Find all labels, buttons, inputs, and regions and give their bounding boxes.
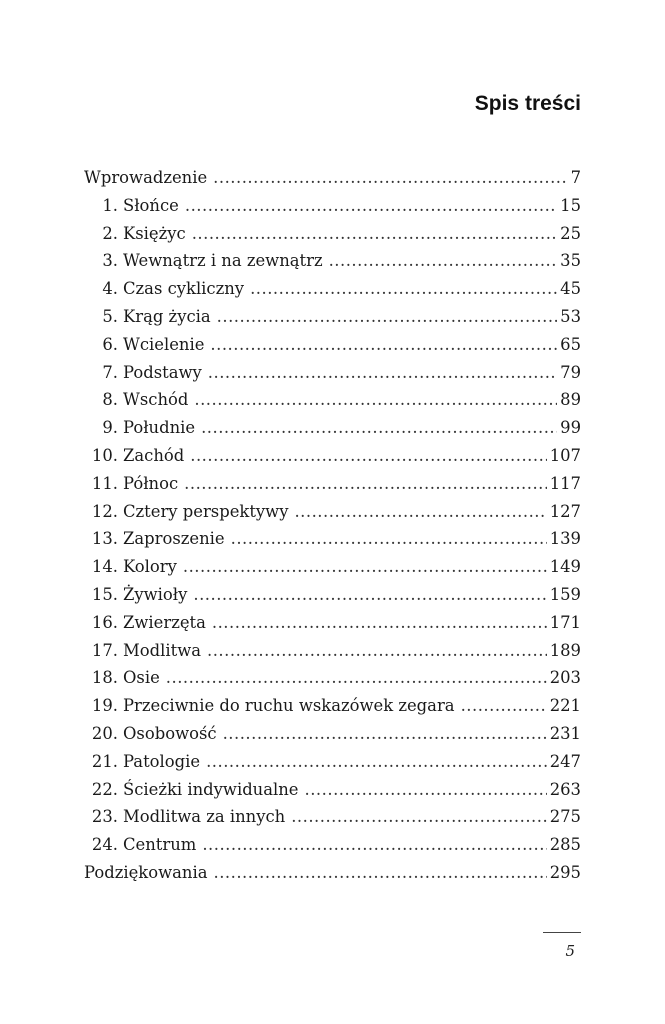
toc-entry-page: 99 <box>560 418 581 438</box>
toc-entry-title: Słońce <box>123 195 179 215</box>
toc-entry-page: 7 <box>570 168 581 187</box>
toc-dot-leader <box>291 803 547 831</box>
toc-entry-number: 2. <box>102 223 118 243</box>
toc-entry <box>84 498 581 526</box>
toc-entry-page: 35 <box>560 251 581 271</box>
toc-entry <box>84 192 581 220</box>
toc-entry <box>84 164 581 192</box>
toc-entry-number: 5. <box>102 306 118 326</box>
toc-entry <box>84 470 581 498</box>
toc-entry-title: Podziękowania <box>84 862 208 882</box>
toc-entry-number: 16. <box>91 612 118 632</box>
toc-entry-page: 247 <box>549 751 581 771</box>
toc-entry-title: Przeciwnie do ruchu wskazówek zegara <box>123 696 455 716</box>
toc-entry-page: 25 <box>560 223 581 243</box>
footer-rule <box>543 932 581 933</box>
toc-entry-title: Południe <box>123 418 196 438</box>
toc-entry <box>84 331 581 359</box>
toc-entry-page: 221 <box>549 696 581 716</box>
toc-entry-number: 10. <box>91 445 118 465</box>
toc-dot-leader <box>231 525 547 553</box>
toc-entry <box>84 748 581 776</box>
toc-entry-page: 89 <box>560 390 581 410</box>
toc-dot-leader <box>194 386 557 414</box>
toc-dot-leader <box>294 498 546 526</box>
toc-dot-leader <box>208 359 557 387</box>
toc-entry-title: Osobowość <box>123 723 217 743</box>
toc-entry-page: 203 <box>549 668 581 688</box>
toc-entry-page: 53 <box>560 306 581 326</box>
toc-dot-leader <box>250 275 557 303</box>
toc-entry <box>84 359 581 387</box>
toc-dot-leader <box>213 164 567 192</box>
toc-entry-number: 6. <box>102 334 118 354</box>
toc-entry <box>84 859 581 887</box>
toc-entry <box>84 664 581 692</box>
toc-entry <box>84 637 581 665</box>
toc-dot-leader <box>212 609 547 637</box>
toc-entry-title: Wewnątrz i na zewnątrz <box>123 251 323 271</box>
toc-entry-title: Ścieżki indywidualne <box>123 779 299 799</box>
toc-dot-leader <box>223 720 547 748</box>
toc-entry-number: 1. <box>102 195 118 215</box>
toc-entry <box>84 609 581 637</box>
toc-entry-number: 22. <box>91 779 118 799</box>
toc-entry <box>84 692 581 720</box>
toc-dot-leader <box>166 664 547 692</box>
toc-dot-leader <box>183 553 547 581</box>
toc-entry <box>84 220 581 248</box>
toc-entry-number: 24. <box>91 835 118 855</box>
toc-entry-page: 65 <box>560 334 581 354</box>
page-number: 5 <box>565 942 575 960</box>
toc-entry-title: Krąg życia <box>123 306 211 326</box>
toc-entry-page: 159 <box>549 584 581 604</box>
toc-entry <box>84 275 581 303</box>
toc-entry-number: 20. <box>91 723 118 743</box>
toc-entry <box>84 303 581 331</box>
toc-dot-leader <box>207 637 547 665</box>
toc-entry-page: 189 <box>549 640 581 660</box>
toc-entry-number: 15. <box>91 584 118 604</box>
toc-entry <box>84 442 581 470</box>
toc-entry-page: 45 <box>560 279 581 299</box>
toc-entry-title: Podstawy <box>123 362 202 382</box>
toc-entry-number: 12. <box>91 501 118 521</box>
toc-dot-leader <box>213 859 546 887</box>
toc-entry-page: 15 <box>560 195 581 215</box>
toc-dot-leader <box>201 414 557 442</box>
toc-entry-page: 295 <box>549 862 581 882</box>
toc-entry-title: Cztery perspektywy <box>123 501 289 521</box>
table-of-contents <box>84 164 581 887</box>
toc-entry <box>84 831 581 859</box>
toc-entry-page: 149 <box>549 557 581 577</box>
toc-entry-number: 18. <box>91 668 118 688</box>
toc-entry-number: 17. <box>91 640 118 660</box>
toc-entry-title: Kolory <box>123 557 177 577</box>
toc-entry-title: Północ <box>123 473 179 493</box>
toc-dot-leader <box>217 303 557 331</box>
toc-entry-title: Osie <box>123 668 160 688</box>
toc-dot-leader <box>305 776 547 804</box>
toc-entry-page: 79 <box>560 362 581 382</box>
toc-dot-leader <box>190 442 546 470</box>
toc-entry-title: Czas cykliczny <box>123 279 245 299</box>
toc-entry-page: 139 <box>549 529 581 549</box>
toc-entry-number: 3. <box>102 251 118 271</box>
toc-entry-title: Księżyc <box>123 223 186 243</box>
toc-entry-title: Modlitwa <box>123 640 202 660</box>
toc-entry-title: Żywioły <box>123 584 188 604</box>
toc-entry-number: 14. <box>91 557 118 577</box>
toc-entry-page: 127 <box>549 501 581 521</box>
toc-entry-page: 231 <box>549 723 581 743</box>
toc-entry-title: Patologie <box>123 751 201 771</box>
toc-entry-page: 117 <box>549 473 581 493</box>
toc-entry-number: 8. <box>102 390 118 410</box>
toc-entry <box>84 803 581 831</box>
toc-entry-number: 23. <box>91 807 118 827</box>
toc-entry <box>84 581 581 609</box>
toc-entry <box>84 386 581 414</box>
page-title: Spis treści <box>474 92 581 115</box>
toc-entry-title: Zaproszenie <box>123 529 225 549</box>
toc-entry-title: Wschód <box>123 390 189 410</box>
toc-entry-number: 9. <box>102 418 118 438</box>
toc-entry-number: 7. <box>102 362 118 382</box>
toc-dot-leader <box>461 692 547 720</box>
toc-dot-leader <box>202 831 546 859</box>
toc-entry-title: Modlitwa za innych <box>123 807 286 827</box>
toc-entry <box>84 776 581 804</box>
toc-entry-title: Wcielenie <box>123 334 205 354</box>
toc-entry <box>84 525 581 553</box>
toc-entry-title: Zachód <box>123 445 185 465</box>
toc-dot-leader <box>192 220 557 248</box>
toc-entry-page: 285 <box>549 835 581 855</box>
toc-entry-page: 263 <box>549 779 581 799</box>
toc-dot-leader <box>185 192 557 220</box>
toc-entry-page: 275 <box>549 807 581 827</box>
toc-dot-leader <box>210 331 557 359</box>
toc-entry-number: 4. <box>102 279 118 299</box>
toc-entry <box>84 247 581 275</box>
toc-dot-leader <box>193 581 546 609</box>
toc-entry-number: 13. <box>91 529 118 549</box>
toc-entry-title: Zwierzęta <box>123 612 206 632</box>
toc-entry <box>84 553 581 581</box>
toc-entry-page: 107 <box>549 445 581 465</box>
toc-entry-number: 21. <box>91 751 118 771</box>
toc-entry-title: Centrum <box>123 835 197 855</box>
toc-entry <box>84 414 581 442</box>
toc-entry-page: 171 <box>549 612 581 632</box>
toc-dot-leader <box>184 470 547 498</box>
toc-entry-title: Wprowadzenie <box>84 168 208 187</box>
toc-dot-leader <box>206 748 547 776</box>
toc-entry-number: 11. <box>91 473 118 493</box>
toc-entry-number: 19. <box>91 696 118 716</box>
toc-dot-leader <box>329 247 558 275</box>
toc-entry <box>84 720 581 748</box>
